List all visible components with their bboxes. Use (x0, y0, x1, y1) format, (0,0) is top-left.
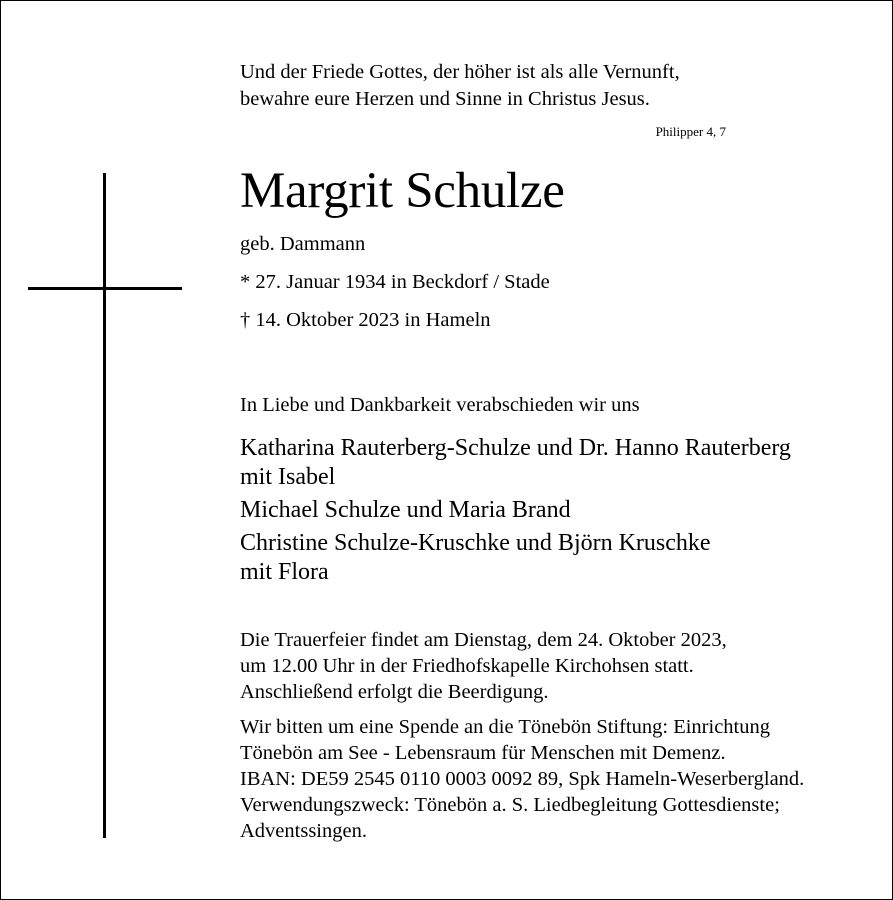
ceremony-line: um 12.00 Uhr in der Friedhofskapelle Kirchohsen statt. (240, 655, 694, 677)
donation-info (240, 714, 804, 844)
birth-name: geb. Dammann (240, 233, 366, 255)
ceremony-line: Die Trauerfeier findet am Dienstag, dem 24. Oktober 2023, (240, 629, 727, 651)
farewell-text: In Liebe und Dankbarkeit verabschieden wir uns (240, 394, 640, 416)
mourners-list (240, 434, 791, 587)
mourner-line: mit Flora (240, 559, 329, 585)
donation-line: Tönebön am See - Lebensraum für Menschen mit Demenz. (240, 742, 726, 764)
bible-verse-line-2: bewahre eure Herzen und Sinne in Christus Jesus. (240, 88, 650, 110)
mourner-line: Michael Schulze und Maria Brand (240, 497, 571, 523)
bible-verse-line-1: Und der Friede Gottes, der höher ist als alle Vernunft, (240, 61, 680, 83)
ceremony-line: Anschließend erfolgt die Beerdigung. (240, 681, 549, 703)
cross-icon-vertical-bar (103, 173, 106, 838)
mourner-line: Christine Schulze-Kruschke und Björn Kruschke (240, 530, 711, 556)
donation-line: Verwendungszweck: Tönebön a. S. Liedbegleitung Gottesdienste; (240, 794, 780, 816)
bible-verse-source: Philipper 4, 7 (655, 124, 726, 139)
donation-line: Adventssingen. (240, 820, 367, 842)
mourner-line: Katharina Rauterberg-Schulze und Dr. Hanno Rauterberg (240, 435, 791, 461)
death-date: † 14. Oktober 2023 in Hameln (240, 309, 491, 331)
cross-icon-horizontal-bar (28, 287, 182, 290)
donation-line: IBAN: DE59 2545 0110 0003 0092 89, Spk Hameln-Weserbergland. (240, 768, 805, 790)
deceased-name: Margrit Schulze (240, 163, 565, 219)
mourner-line: mit Isabel (240, 464, 336, 490)
donation-line: Wir bitten um eine Spende an die Tönebön Stiftung: Einrichtung (240, 716, 770, 738)
bible-verse (240, 59, 680, 113)
funeral-ceremony-info (240, 627, 727, 705)
birth-date: * 27. Januar 1934 in Beckdorf / Stade (240, 271, 550, 293)
